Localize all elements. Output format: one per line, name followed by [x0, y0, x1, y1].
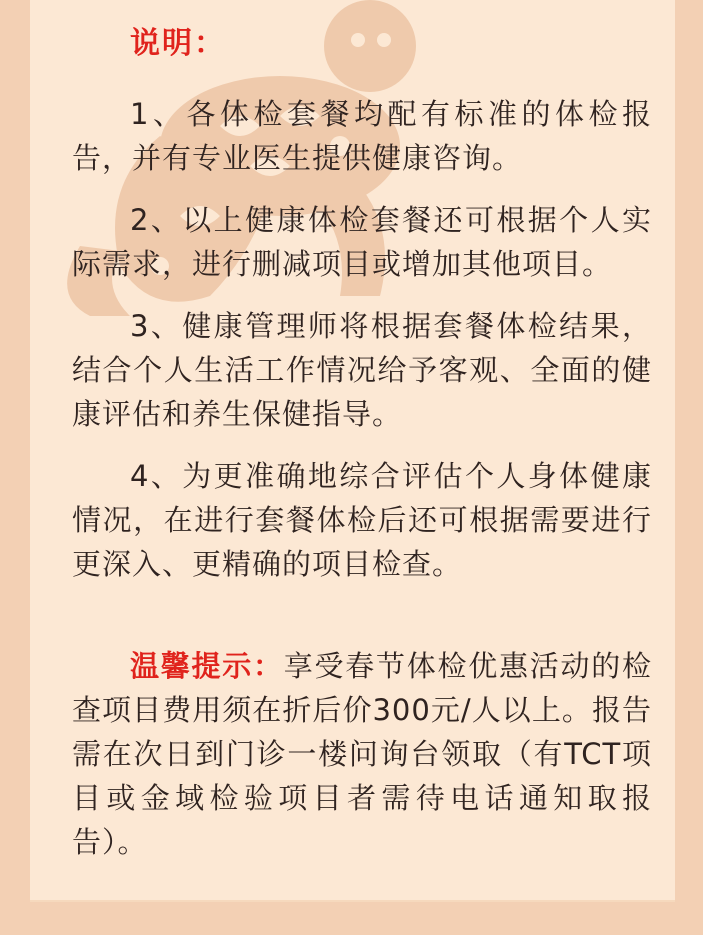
note-item-3: 3、健康管理师将根据套餐体检结果，结合个人生活工作情况给予客观、全面的健康评估和养生保健指导。 — [72, 309, 652, 431]
note-item-1: 1、各体检套餐均配有标准的体检报告，并有专业医生提供健康咨询。 — [72, 97, 652, 175]
content-card — [30, 0, 675, 902]
warm-tip-label: 温馨提示： — [130, 649, 284, 683]
warm-tip — [72, 644, 652, 864]
warm-tip-text: 享受春节体检优惠活动的检查项目费用须在折后价300元/人以上。报告需在次日到门诊一楼问询台领取（有TCT项目或金域检验项目者需待电话通知取报告）。 — [72, 649, 652, 859]
note-item-4: 4、为更准确地综合评估个人身体健康情况，在进行套餐体检后还可根据需要进行更深入、更精确的项目检查。 — [72, 459, 652, 581]
note-item-2: 2、以上健康体检套餐还可根据个人实际需求，进行删减项目或增加其他项目。 — [72, 203, 652, 281]
notes-title: 说明： — [130, 26, 226, 61]
notes-section — [72, 22, 652, 882]
